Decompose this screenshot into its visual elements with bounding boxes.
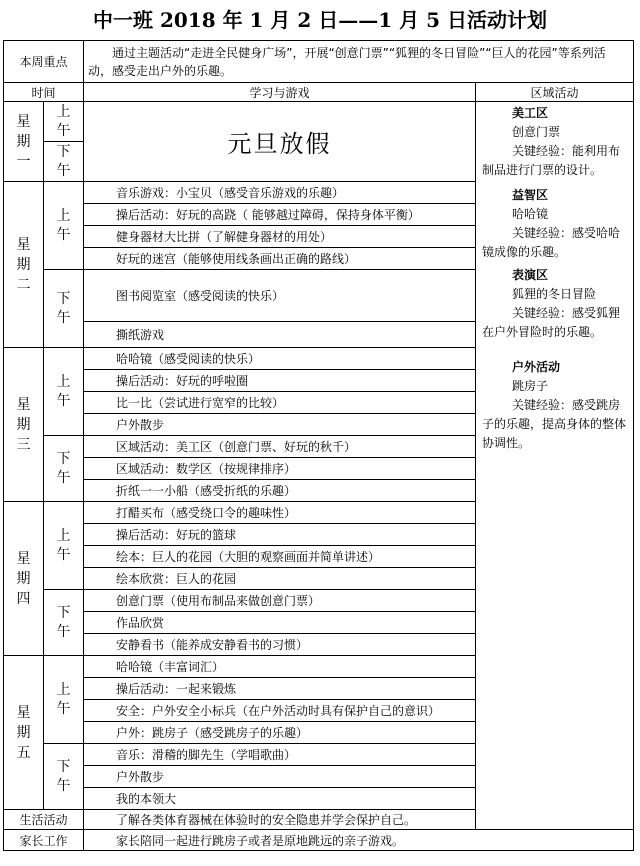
activity-item: 操后活动：一起来锻炼 bbox=[84, 678, 476, 700]
activity-item: 创意门票（使用布制品来做创意门票） bbox=[84, 590, 476, 612]
activity-item: 区域活动：美工区（创意门票、好玩的秋千） bbox=[84, 436, 476, 458]
activity-item: 图书阅览室（感受阅读的快乐） bbox=[84, 270, 476, 322]
parent-work-text: 家长陪同一起进行跳房子或者是原地跳远的亲子游戏。 bbox=[84, 830, 634, 851]
activity-item: 户外散步 bbox=[84, 766, 476, 788]
header-time: 时间 bbox=[4, 83, 84, 102]
area-name: 美工区 bbox=[512, 106, 549, 120]
activity-item: 区域活动：数学区（按规律排序） bbox=[84, 458, 476, 480]
half-pm: 下 午 bbox=[44, 436, 84, 502]
header-row bbox=[4, 83, 634, 102]
half-am: 上 午 bbox=[44, 348, 84, 436]
area-activity: 创意门票 bbox=[512, 125, 561, 139]
half-am: 上 午 bbox=[44, 502, 84, 590]
day-tuesday: 星 期 二 bbox=[4, 182, 44, 348]
area-name: 益智区 bbox=[512, 188, 549, 202]
area-activities bbox=[476, 102, 634, 830]
area-activity: 狐狸的冬日冒险 bbox=[512, 287, 597, 301]
activity-item: 好玩的迷宫（能够使用线条画出正确的路线） bbox=[84, 248, 476, 270]
activity-item: 音乐：滑稽的脚先生（学唱歌曲） bbox=[84, 744, 476, 766]
page-title: 中一班 2018 年 1 月 2 日——1 月 5 日活动计划 bbox=[93, 8, 547, 32]
day-thursday: 星 期 四 bbox=[4, 502, 44, 656]
activity-item: 哈哈镜（感受阅读的快乐） bbox=[84, 348, 476, 370]
activity-item: 哈哈镜（丰富词汇） bbox=[84, 656, 476, 678]
half-am: 上 午 bbox=[44, 102, 84, 142]
day-monday: 星 期 一 bbox=[4, 102, 44, 182]
life-activity-row bbox=[4, 810, 634, 830]
half-pm: 下 午 bbox=[44, 142, 84, 182]
holiday-text: 元旦放假 bbox=[84, 102, 476, 182]
area-activity: 跳房子 bbox=[512, 379, 549, 393]
weekly-focus-row bbox=[4, 41, 634, 83]
area-name: 户外活动 bbox=[512, 360, 561, 374]
life-activity-text: 了解各类体育器械在体验时的安全隐患并学会保护自己。 bbox=[84, 810, 634, 830]
activity-item: 安全：户外安全小标兵（在户外活动时具有保护自己的意识） bbox=[84, 700, 476, 722]
half-pm: 下 午 bbox=[44, 590, 84, 656]
half-pm: 下 午 bbox=[44, 270, 84, 348]
activity-item: 打醋买布（感受绕口令的趣味性） bbox=[84, 502, 476, 524]
area-key: 关键经验：能利用布制品进行门票的设计。 bbox=[482, 144, 621, 177]
activity-item: 安静看书（能养成安静看书的习惯） bbox=[84, 634, 476, 656]
activity-item: 作品欣赏 bbox=[84, 612, 476, 634]
activity-item: 比一比（尝试进行宽窄的比较） bbox=[84, 392, 476, 414]
activity-item: 我的本领大 bbox=[84, 788, 476, 810]
header-area: 区域活动 bbox=[476, 83, 634, 102]
activity-item: 户外散步 bbox=[84, 414, 476, 436]
activity-item: 户外：跳房子（感受跳房子的乐趣） bbox=[84, 722, 476, 744]
activity-item: 绘本欣赏：巨人的花园 bbox=[84, 568, 476, 590]
weekly-focus-label: 本周重点 bbox=[4, 41, 84, 83]
activity-item: 折纸一一小船（感受折纸的乐趣） bbox=[84, 480, 476, 502]
area-key: 关键经验：感受跳房子的乐趣，提高身体的整体协调性。 bbox=[482, 398, 627, 450]
day-friday: 星 期 五 bbox=[4, 656, 44, 810]
parent-work-label: 家长工作 bbox=[4, 830, 84, 851]
activity-item: 操后活动：好玩的呼啦圈 bbox=[84, 370, 476, 392]
activity-item: 操后活动：好玩的高跷（ 能够越过障碍，保持身体平衡） bbox=[84, 204, 476, 226]
life-activity-label: 生活活动 bbox=[4, 810, 84, 830]
activity-item: 绘本：巨人的花园（大胆的观察画面并简单讲述） bbox=[84, 546, 476, 568]
area-key: 关键经验：感受狐狸在户外冒险时的乐趣。 bbox=[482, 306, 621, 339]
activity-item: 健身器材大比拼（了解健身器材的用处） bbox=[84, 226, 476, 248]
half-am: 上 午 bbox=[44, 656, 84, 744]
parent-work-row bbox=[4, 830, 634, 851]
area-key: 关键经验：感受哈哈镜成像的乐趣。 bbox=[482, 226, 621, 259]
header-learning: 学习与游戏 bbox=[84, 83, 476, 102]
activity-plan-table bbox=[3, 40, 634, 851]
day-wednesday: 星 期 三 bbox=[4, 348, 44, 502]
area-name: 表演区 bbox=[512, 268, 549, 282]
half-am: 上 午 bbox=[44, 182, 84, 270]
activity-item: 撕纸游戏 bbox=[84, 322, 476, 348]
activity-item: 音乐游戏：小宝贝（感受音乐游戏的乐趣） bbox=[84, 182, 476, 204]
activity-item: 操后活动：好玩的篮球 bbox=[84, 524, 476, 546]
weekly-focus-text: 通过主题活动“走进全民健身广场”，开展“创意门票”“狐狸的冬日冒险”“巨人的花园”等系列活动，感受走出户外的乐趣。 bbox=[84, 41, 634, 83]
monday-am-row bbox=[4, 102, 634, 142]
area-activity: 哈哈镜 bbox=[512, 207, 549, 221]
half-pm: 下 午 bbox=[44, 744, 84, 810]
